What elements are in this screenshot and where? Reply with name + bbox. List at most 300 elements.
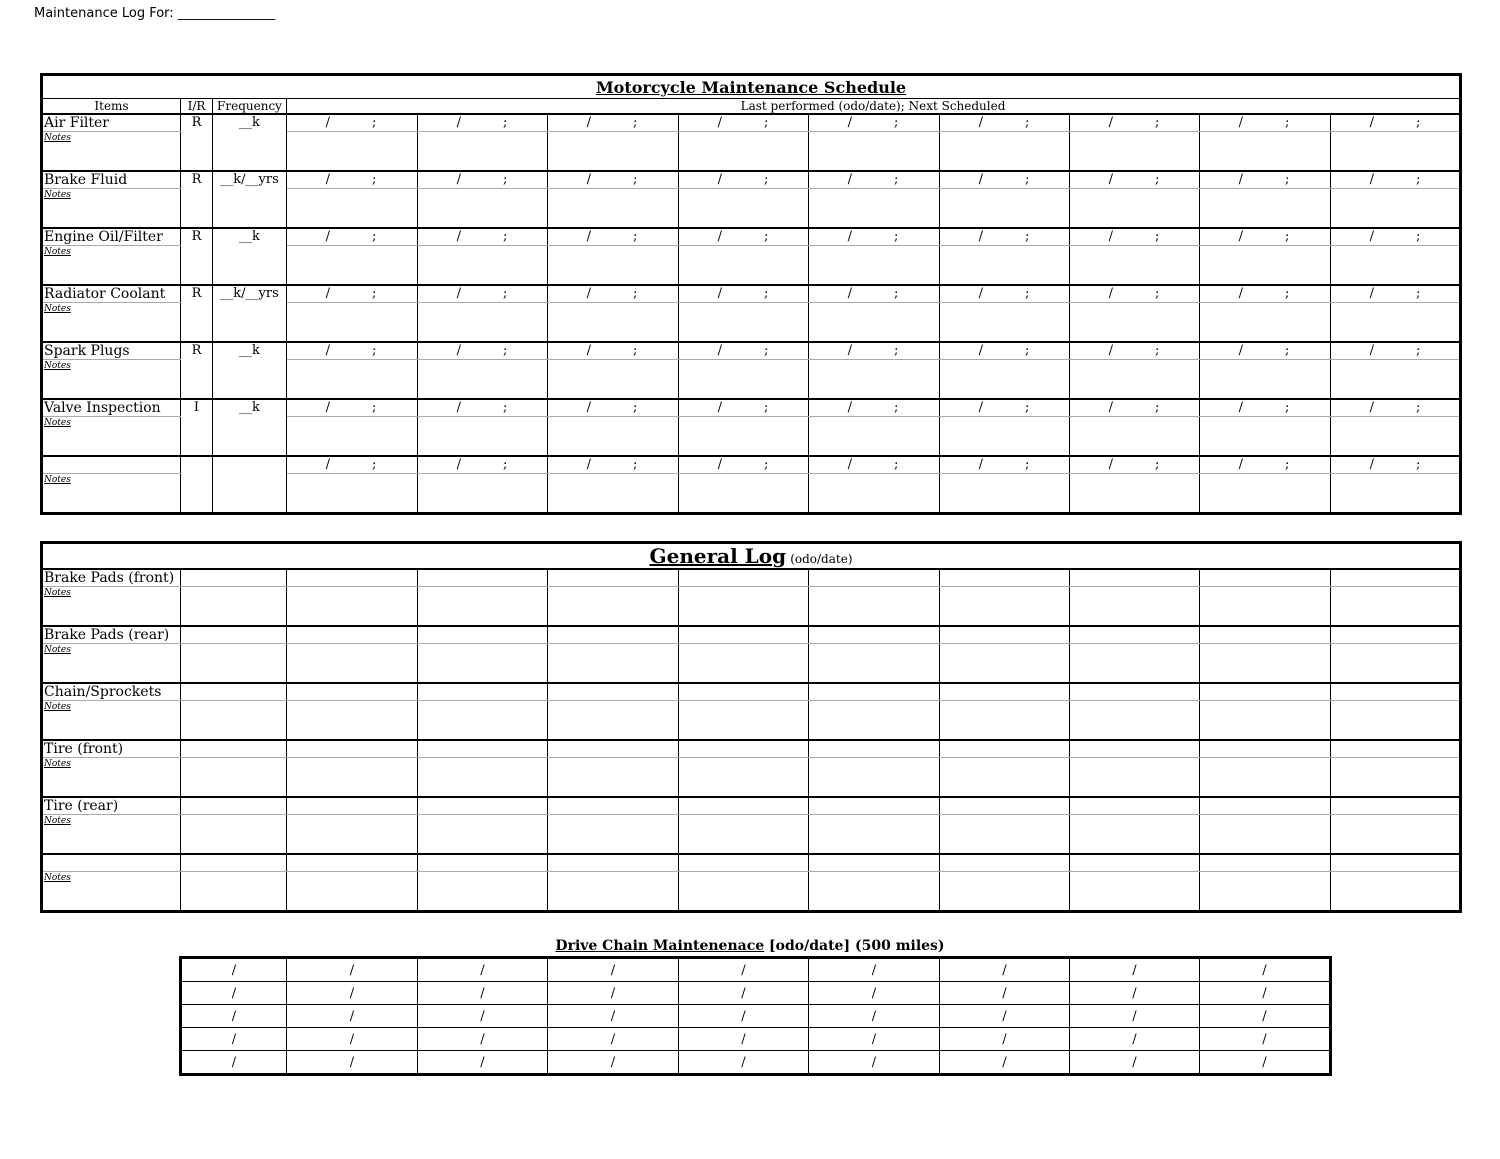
- notes-cell[interactable]: [418, 132, 548, 172]
- notes-cell[interactable]: [1200, 360, 1331, 400]
- drive-chain-cell[interactable]: /: [418, 1028, 548, 1051]
- notes-cell[interactable]: [1200, 132, 1331, 172]
- notes-cell[interactable]: [1070, 872, 1200, 912]
- drive-chain-cell[interactable]: /: [1200, 958, 1331, 982]
- drive-chain-cell[interactable]: /: [940, 1005, 1070, 1028]
- general-log-item-name[interactable]: [42, 854, 181, 872]
- notes-cell[interactable]: [809, 246, 940, 286]
- drive-chain-cell[interactable]: /: [1200, 982, 1331, 1005]
- log-entry-cell[interactable]: [287, 740, 418, 758]
- log-entry-cell[interactable]: [181, 797, 287, 815]
- log-entry-cell[interactable]: [940, 683, 1070, 701]
- log-entry-cell[interactable]: [1331, 854, 1461, 872]
- log-entry-cell[interactable]: [1070, 740, 1200, 758]
- notes-cell[interactable]: [1331, 474, 1461, 514]
- log-entry-cell[interactable]: [679, 740, 809, 758]
- schedule-item-ir[interactable]: R: [181, 342, 213, 399]
- log-entry-cell[interactable]: [181, 569, 287, 587]
- performed-slot[interactable]: / ;: [418, 342, 548, 360]
- log-entry-cell[interactable]: [287, 683, 418, 701]
- notes-cell[interactable]: [418, 872, 548, 912]
- notes-cell[interactable]: [679, 587, 809, 627]
- log-entry-cell[interactable]: [287, 569, 418, 587]
- notes-cell[interactable]: [548, 189, 679, 229]
- notes-cell[interactable]: [1200, 246, 1331, 286]
- notes-label[interactable]: Notes: [42, 417, 181, 457]
- notes-cell[interactable]: [548, 360, 679, 400]
- log-entry-cell[interactable]: [809, 854, 940, 872]
- notes-cell[interactable]: [940, 360, 1070, 400]
- drive-chain-cell[interactable]: /: [418, 982, 548, 1005]
- performed-slot[interactable]: / ;: [1331, 399, 1461, 417]
- performed-slot[interactable]: / ;: [1200, 399, 1331, 417]
- drive-chain-cell[interactable]: /: [418, 1051, 548, 1075]
- drive-chain-cell[interactable]: /: [181, 1028, 287, 1051]
- notes-cell[interactable]: [1331, 303, 1461, 343]
- log-entry-cell[interactable]: [1331, 797, 1461, 815]
- schedule-item-ir[interactable]: [181, 456, 213, 514]
- notes-label[interactable]: Notes: [42, 474, 181, 514]
- performed-slot[interactable]: / ;: [1070, 228, 1200, 246]
- log-entry-cell[interactable]: [940, 626, 1070, 644]
- drive-chain-cell[interactable]: /: [1200, 1005, 1331, 1028]
- performed-slot[interactable]: / ;: [809, 342, 940, 360]
- notes-cell[interactable]: [1070, 474, 1200, 514]
- drive-chain-cell[interactable]: /: [548, 1051, 679, 1075]
- notes-cell[interactable]: [809, 360, 940, 400]
- drive-chain-cell[interactable]: /: [940, 1028, 1070, 1051]
- notes-label[interactable]: Notes: [42, 246, 181, 286]
- drive-chain-cell[interactable]: /: [679, 982, 809, 1005]
- drive-chain-cell[interactable]: /: [548, 1005, 679, 1028]
- drive-chain-cell[interactable]: /: [809, 1005, 940, 1028]
- schedule-item-frequency[interactable]: __k: [213, 399, 287, 456]
- schedule-item-name[interactable]: [42, 456, 181, 474]
- performed-slot[interactable]: / ;: [809, 456, 940, 474]
- notes-cell[interactable]: [548, 132, 679, 172]
- drive-chain-cell[interactable]: /: [809, 958, 940, 982]
- notes-cell[interactable]: [1331, 815, 1461, 855]
- performed-slot[interactable]: / ;: [287, 228, 418, 246]
- drive-chain-cell[interactable]: /: [418, 958, 548, 982]
- notes-cell[interactable]: [287, 303, 418, 343]
- drive-chain-cell[interactable]: /: [809, 1028, 940, 1051]
- log-entry-cell[interactable]: [418, 626, 548, 644]
- notes-cell[interactable]: [418, 303, 548, 343]
- performed-slot[interactable]: / ;: [418, 399, 548, 417]
- schedule-item-ir[interactable]: I: [181, 399, 213, 456]
- maintenance-log-owner-field[interactable]: Maintenance Log For: _______________: [34, 6, 276, 21]
- log-entry-cell[interactable]: [809, 740, 940, 758]
- drive-chain-cell[interactable]: /: [679, 1005, 809, 1028]
- notes-cell[interactable]: [1200, 303, 1331, 343]
- log-entry-cell[interactable]: [809, 683, 940, 701]
- notes-cell[interactable]: [1331, 701, 1461, 741]
- log-entry-cell[interactable]: [1070, 683, 1200, 701]
- schedule-item-ir[interactable]: R: [181, 171, 213, 228]
- notes-cell[interactable]: [418, 360, 548, 400]
- log-entry-cell[interactable]: [809, 569, 940, 587]
- performed-slot[interactable]: / ;: [809, 228, 940, 246]
- drive-chain-cell[interactable]: /: [1070, 1028, 1200, 1051]
- notes-cell[interactable]: [1070, 644, 1200, 684]
- general-log-item-name[interactable]: Brake Pads (rear): [42, 626, 181, 644]
- performed-slot[interactable]: / ;: [1070, 114, 1200, 132]
- log-entry-cell[interactable]: [809, 626, 940, 644]
- notes-cell[interactable]: [1200, 189, 1331, 229]
- notes-cell[interactable]: [1070, 815, 1200, 855]
- notes-cell[interactable]: [418, 189, 548, 229]
- notes-label[interactable]: Notes: [42, 815, 181, 855]
- notes-cell[interactable]: [287, 360, 418, 400]
- performed-slot[interactable]: / ;: [1331, 285, 1461, 303]
- notes-label[interactable]: Notes: [42, 189, 181, 229]
- performed-slot[interactable]: / ;: [287, 399, 418, 417]
- log-entry-cell[interactable]: [287, 854, 418, 872]
- notes-cell[interactable]: [940, 587, 1070, 627]
- log-entry-cell[interactable]: [548, 854, 679, 872]
- notes-cell[interactable]: [679, 872, 809, 912]
- schedule-item-frequency[interactable]: [213, 456, 287, 514]
- performed-slot[interactable]: / ;: [1331, 342, 1461, 360]
- drive-chain-cell[interactable]: /: [287, 1028, 418, 1051]
- performed-slot[interactable]: / ;: [418, 228, 548, 246]
- log-entry-cell[interactable]: [548, 626, 679, 644]
- notes-cell[interactable]: [679, 132, 809, 172]
- log-entry-cell[interactable]: [548, 797, 679, 815]
- notes-cell[interactable]: [1070, 701, 1200, 741]
- notes-cell[interactable]: [287, 474, 418, 514]
- performed-slot[interactable]: / ;: [940, 228, 1070, 246]
- performed-slot[interactable]: / ;: [940, 456, 1070, 474]
- notes-cell[interactable]: [1070, 360, 1200, 400]
- notes-cell[interactable]: [809, 417, 940, 457]
- general-log-item-name[interactable]: Tire (front): [42, 740, 181, 758]
- drive-chain-cell[interactable]: /: [809, 1051, 940, 1075]
- drive-chain-cell[interactable]: /: [1070, 958, 1200, 982]
- performed-slot[interactable]: / ;: [1070, 171, 1200, 189]
- drive-chain-cell[interactable]: /: [287, 958, 418, 982]
- drive-chain-cell[interactable]: /: [679, 958, 809, 982]
- log-entry-cell[interactable]: [548, 740, 679, 758]
- notes-cell[interactable]: [287, 701, 418, 741]
- notes-cell[interactable]: [1331, 189, 1461, 229]
- log-entry-cell[interactable]: [1331, 683, 1461, 701]
- performed-slot[interactable]: / ;: [679, 114, 809, 132]
- log-entry-cell[interactable]: [418, 740, 548, 758]
- notes-cell[interactable]: [809, 815, 940, 855]
- log-entry-cell[interactable]: [940, 740, 1070, 758]
- notes-cell[interactable]: [1200, 587, 1331, 627]
- notes-cell[interactable]: [287, 587, 418, 627]
- drive-chain-cell[interactable]: /: [940, 958, 1070, 982]
- notes-cell[interactable]: [940, 474, 1070, 514]
- notes-cell[interactable]: [940, 758, 1070, 798]
- performed-slot[interactable]: / ;: [287, 114, 418, 132]
- schedule-item-name[interactable]: Air Filter: [42, 114, 181, 132]
- drive-chain-cell[interactable]: /: [548, 1028, 679, 1051]
- notes-cell[interactable]: [548, 815, 679, 855]
- drive-chain-cell[interactable]: /: [679, 1051, 809, 1075]
- drive-chain-cell[interactable]: /: [181, 982, 287, 1005]
- notes-cell[interactable]: [679, 474, 809, 514]
- notes-cell[interactable]: [418, 644, 548, 684]
- notes-cell[interactable]: [287, 872, 418, 912]
- notes-label[interactable]: Notes: [42, 587, 181, 627]
- drive-chain-cell[interactable]: /: [287, 1005, 418, 1028]
- notes-cell[interactable]: [287, 815, 418, 855]
- notes-cell[interactable]: [1200, 701, 1331, 741]
- log-entry-cell[interactable]: [181, 740, 287, 758]
- drive-chain-cell[interactable]: /: [1200, 1028, 1331, 1051]
- log-entry-cell[interactable]: [679, 569, 809, 587]
- schedule-item-name[interactable]: Valve Inspection: [42, 399, 181, 417]
- drive-chain-cell[interactable]: /: [548, 958, 679, 982]
- log-entry-cell[interactable]: [548, 683, 679, 701]
- notes-cell[interactable]: [1331, 587, 1461, 627]
- performed-slot[interactable]: / ;: [679, 228, 809, 246]
- log-entry-cell[interactable]: [1200, 626, 1331, 644]
- notes-cell[interactable]: [1070, 303, 1200, 343]
- log-entry-cell[interactable]: [679, 854, 809, 872]
- performed-slot[interactable]: / ;: [679, 399, 809, 417]
- notes-cell[interactable]: [809, 644, 940, 684]
- drive-chain-cell[interactable]: /: [679, 1028, 809, 1051]
- drive-chain-cell[interactable]: /: [1200, 1051, 1331, 1075]
- drive-chain-cell[interactable]: /: [181, 1005, 287, 1028]
- performed-slot[interactable]: / ;: [809, 285, 940, 303]
- notes-cell[interactable]: [809, 701, 940, 741]
- notes-cell[interactable]: [1200, 417, 1331, 457]
- notes-cell[interactable]: [1200, 758, 1331, 798]
- notes-cell[interactable]: [418, 417, 548, 457]
- performed-slot[interactable]: / ;: [287, 342, 418, 360]
- notes-label[interactable]: Notes: [42, 644, 181, 684]
- schedule-item-ir[interactable]: R: [181, 114, 213, 171]
- performed-slot[interactable]: / ;: [1200, 171, 1331, 189]
- notes-cell[interactable]: [548, 644, 679, 684]
- notes-cell[interactable]: [940, 872, 1070, 912]
- drive-chain-cell[interactable]: /: [940, 1051, 1070, 1075]
- performed-slot[interactable]: / ;: [548, 456, 679, 474]
- drive-chain-cell[interactable]: /: [181, 1051, 287, 1075]
- drive-chain-cell[interactable]: /: [548, 982, 679, 1005]
- schedule-item-name[interactable]: Brake Fluid: [42, 171, 181, 189]
- notes-cell[interactable]: [940, 303, 1070, 343]
- performed-slot[interactable]: / ;: [1200, 114, 1331, 132]
- notes-cell[interactable]: [809, 189, 940, 229]
- notes-cell[interactable]: [418, 474, 548, 514]
- performed-slot[interactable]: / ;: [940, 285, 1070, 303]
- log-entry-cell[interactable]: [1331, 626, 1461, 644]
- log-entry-cell[interactable]: [548, 569, 679, 587]
- notes-label[interactable]: Notes: [42, 303, 181, 343]
- performed-slot[interactable]: / ;: [1070, 285, 1200, 303]
- notes-cell[interactable]: [418, 758, 548, 798]
- schedule-item-frequency[interactable]: __k: [213, 114, 287, 171]
- notes-cell[interactable]: [940, 246, 1070, 286]
- performed-slot[interactable]: / ;: [679, 171, 809, 189]
- notes-cell[interactable]: [181, 587, 287, 627]
- performed-slot[interactable]: / ;: [548, 285, 679, 303]
- log-entry-cell[interactable]: [940, 854, 1070, 872]
- log-entry-cell[interactable]: [1070, 854, 1200, 872]
- schedule-item-name[interactable]: Radiator Coolant: [42, 285, 181, 303]
- drive-chain-cell[interactable]: /: [1070, 1005, 1200, 1028]
- performed-slot[interactable]: / ;: [1070, 399, 1200, 417]
- notes-cell[interactable]: [679, 644, 809, 684]
- schedule-item-frequency[interactable]: __k/__yrs: [213, 285, 287, 342]
- performed-slot[interactable]: / ;: [679, 285, 809, 303]
- notes-label[interactable]: Notes: [42, 701, 181, 741]
- notes-cell[interactable]: [940, 701, 1070, 741]
- performed-slot[interactable]: / ;: [1200, 456, 1331, 474]
- log-entry-cell[interactable]: [418, 797, 548, 815]
- performed-slot[interactable]: / ;: [1200, 342, 1331, 360]
- drive-chain-cell[interactable]: /: [809, 982, 940, 1005]
- notes-cell[interactable]: [548, 303, 679, 343]
- log-entry-cell[interactable]: [181, 854, 287, 872]
- performed-slot[interactable]: / ;: [418, 456, 548, 474]
- notes-cell[interactable]: [287, 189, 418, 229]
- performed-slot[interactable]: / ;: [1200, 228, 1331, 246]
- schedule-item-ir[interactable]: R: [181, 228, 213, 285]
- performed-slot[interactable]: / ;: [548, 171, 679, 189]
- notes-cell[interactable]: [418, 701, 548, 741]
- log-entry-cell[interactable]: [1331, 740, 1461, 758]
- notes-cell[interactable]: [1200, 872, 1331, 912]
- performed-slot[interactable]: / ;: [548, 342, 679, 360]
- drive-chain-cell[interactable]: /: [287, 1051, 418, 1075]
- notes-cell[interactable]: [548, 246, 679, 286]
- performed-slot[interactable]: / ;: [1070, 342, 1200, 360]
- notes-cell[interactable]: [940, 644, 1070, 684]
- log-entry-cell[interactable]: [1200, 797, 1331, 815]
- schedule-item-name[interactable]: Spark Plugs: [42, 342, 181, 360]
- log-entry-cell[interactable]: [940, 797, 1070, 815]
- notes-cell[interactable]: [679, 246, 809, 286]
- log-entry-cell[interactable]: [679, 626, 809, 644]
- notes-cell[interactable]: [548, 587, 679, 627]
- notes-cell[interactable]: [1200, 644, 1331, 684]
- drive-chain-cell[interactable]: /: [1070, 982, 1200, 1005]
- notes-cell[interactable]: [418, 587, 548, 627]
- notes-cell[interactable]: [809, 872, 940, 912]
- schedule-item-frequency[interactable]: __k: [213, 342, 287, 399]
- log-entry-cell[interactable]: [418, 569, 548, 587]
- notes-cell[interactable]: [1331, 417, 1461, 457]
- log-entry-cell[interactable]: [1200, 569, 1331, 587]
- notes-cell[interactable]: [181, 758, 287, 798]
- schedule-item-frequency[interactable]: __k: [213, 228, 287, 285]
- drive-chain-cell[interactable]: /: [940, 982, 1070, 1005]
- notes-cell[interactable]: [940, 189, 1070, 229]
- performed-slot[interactable]: / ;: [1331, 171, 1461, 189]
- notes-cell[interactable]: [1070, 246, 1200, 286]
- log-entry-cell[interactable]: [181, 626, 287, 644]
- log-entry-cell[interactable]: [418, 683, 548, 701]
- notes-cell[interactable]: [1331, 360, 1461, 400]
- notes-cell[interactable]: [1331, 132, 1461, 172]
- notes-cell[interactable]: [1331, 872, 1461, 912]
- notes-cell[interactable]: [1200, 815, 1331, 855]
- log-entry-cell[interactable]: [418, 854, 548, 872]
- notes-cell[interactable]: [287, 758, 418, 798]
- notes-cell[interactable]: [679, 815, 809, 855]
- notes-cell[interactable]: [679, 758, 809, 798]
- schedule-item-name[interactable]: Engine Oil/Filter: [42, 228, 181, 246]
- notes-cell[interactable]: [1331, 644, 1461, 684]
- performed-slot[interactable]: / ;: [287, 171, 418, 189]
- performed-slot[interactable]: / ;: [548, 114, 679, 132]
- general-log-item-name[interactable]: Tire (rear): [42, 797, 181, 815]
- schedule-item-frequency[interactable]: __k/__yrs: [213, 171, 287, 228]
- schedule-item-ir[interactable]: R: [181, 285, 213, 342]
- notes-cell[interactable]: [940, 417, 1070, 457]
- notes-cell[interactable]: [809, 303, 940, 343]
- performed-slot[interactable]: / ;: [1331, 228, 1461, 246]
- notes-cell[interactable]: [181, 701, 287, 741]
- performed-slot[interactable]: / ;: [418, 114, 548, 132]
- performed-slot[interactable]: / ;: [1331, 456, 1461, 474]
- log-entry-cell[interactable]: [1200, 683, 1331, 701]
- performed-slot[interactable]: / ;: [940, 114, 1070, 132]
- performed-slot[interactable]: / ;: [418, 285, 548, 303]
- notes-cell[interactable]: [1200, 474, 1331, 514]
- log-entry-cell[interactable]: [1070, 797, 1200, 815]
- notes-cell[interactable]: [287, 417, 418, 457]
- notes-label[interactable]: Notes: [42, 872, 181, 912]
- performed-slot[interactable]: / ;: [1331, 114, 1461, 132]
- performed-slot[interactable]: / ;: [940, 171, 1070, 189]
- notes-cell[interactable]: [679, 303, 809, 343]
- notes-cell[interactable]: [1070, 189, 1200, 229]
- performed-slot[interactable]: / ;: [1070, 456, 1200, 474]
- performed-slot[interactable]: / ;: [809, 114, 940, 132]
- log-entry-cell[interactable]: [1070, 569, 1200, 587]
- log-entry-cell[interactable]: [1070, 626, 1200, 644]
- performed-slot[interactable]: / ;: [287, 285, 418, 303]
- log-entry-cell[interactable]: [1331, 569, 1461, 587]
- log-entry-cell[interactable]: [287, 797, 418, 815]
- log-entry-cell[interactable]: [809, 797, 940, 815]
- log-entry-cell[interactable]: [1200, 854, 1331, 872]
- performed-slot[interactable]: / ;: [940, 342, 1070, 360]
- notes-cell[interactable]: [1331, 758, 1461, 798]
- notes-cell[interactable]: [1070, 417, 1200, 457]
- drive-chain-cell[interactable]: /: [181, 958, 287, 982]
- notes-cell[interactable]: [940, 132, 1070, 172]
- notes-cell[interactable]: [418, 246, 548, 286]
- notes-cell[interactable]: [418, 815, 548, 855]
- notes-cell[interactable]: [1331, 246, 1461, 286]
- notes-label[interactable]: Notes: [42, 360, 181, 400]
- log-entry-cell[interactable]: [287, 626, 418, 644]
- notes-cell[interactable]: [940, 815, 1070, 855]
- notes-cell[interactable]: [809, 758, 940, 798]
- drive-chain-cell[interactable]: /: [287, 982, 418, 1005]
- notes-cell[interactable]: [181, 815, 287, 855]
- performed-slot[interactable]: / ;: [548, 228, 679, 246]
- performed-slot[interactable]: / ;: [548, 399, 679, 417]
- notes-label[interactable]: Notes: [42, 132, 181, 172]
- notes-cell[interactable]: [679, 189, 809, 229]
- notes-cell[interactable]: [548, 758, 679, 798]
- notes-cell[interactable]: [1070, 758, 1200, 798]
- notes-cell[interactable]: [1070, 132, 1200, 172]
- notes-label[interactable]: Notes: [42, 758, 181, 798]
- notes-cell[interactable]: [679, 417, 809, 457]
